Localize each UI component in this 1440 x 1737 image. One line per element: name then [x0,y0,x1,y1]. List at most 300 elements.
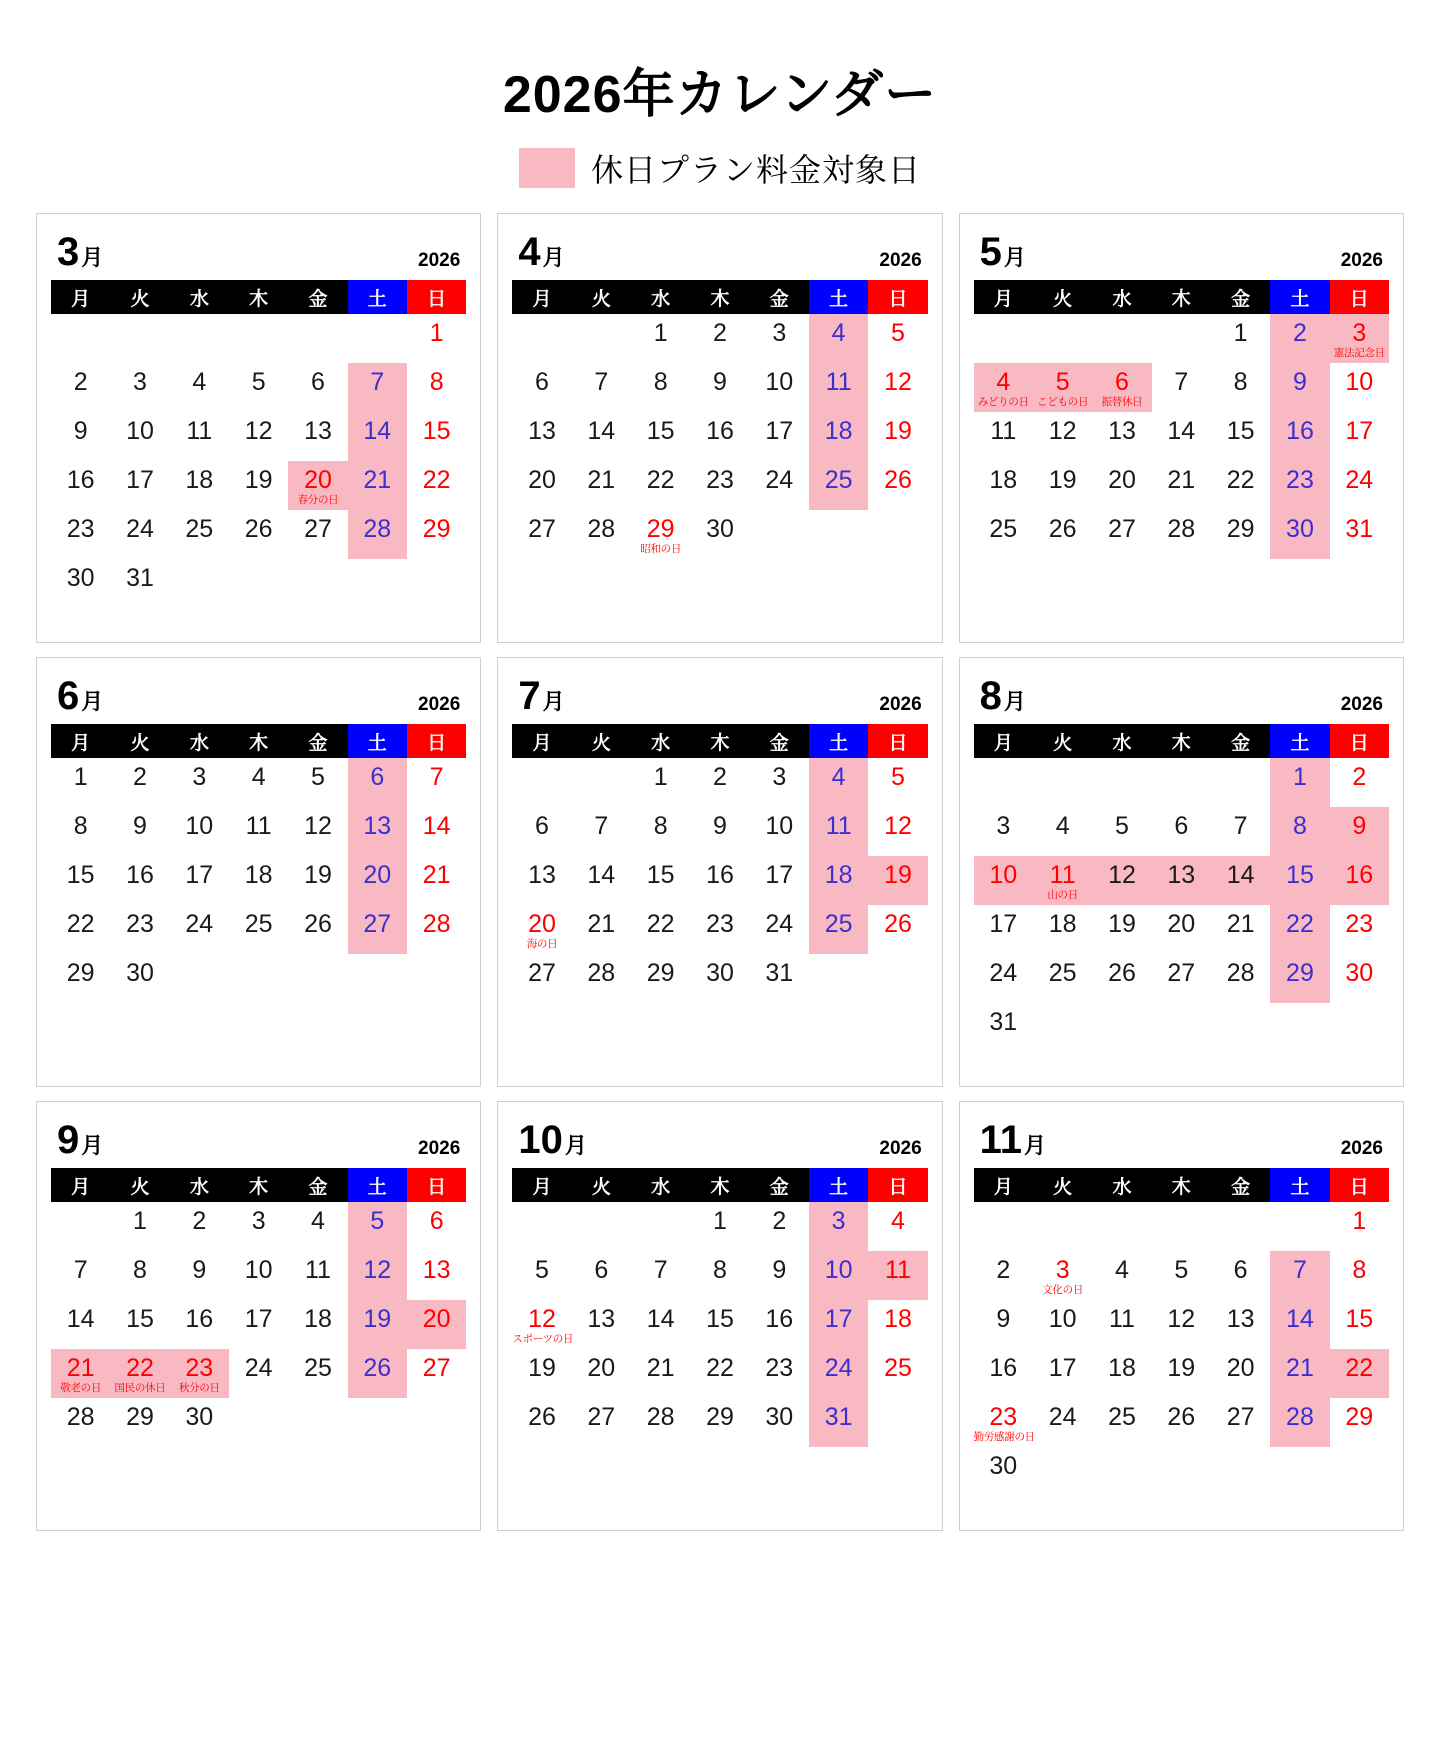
day-cell[interactable] [572,412,631,461]
day-cell[interactable] [512,807,571,856]
day-cell[interactable] [512,1300,574,1349]
day-cell[interactable] [288,1300,347,1349]
day-cell[interactable] [572,363,631,412]
day-cell[interactable] [1092,1349,1151,1398]
day-cell[interactable] [288,1251,347,1300]
day-cell[interactable] [1270,1398,1329,1447]
day-cell[interactable] [631,510,690,559]
day-cell[interactable] [407,412,466,461]
day-cell[interactable] [809,1202,868,1251]
day-cell[interactable] [868,363,927,412]
day-cell[interactable] [868,1202,927,1251]
day-cell[interactable] [572,1398,631,1447]
day-cell[interactable] [170,510,229,559]
day-cell[interactable] [868,807,927,856]
day-cell[interactable] [690,412,749,461]
day-cell[interactable] [974,461,1033,510]
day-cell[interactable] [809,412,868,461]
day-cell[interactable] [1092,905,1151,954]
day-cell-inner [1211,1251,1270,1300]
day-cell[interactable] [1270,1300,1329,1349]
day-cell[interactable] [229,758,288,807]
day-cell[interactable] [1270,412,1329,461]
day-cell[interactable] [407,1251,466,1300]
day-cell[interactable] [690,1202,749,1251]
day-cell[interactable] [110,559,169,608]
day-cell[interactable] [1211,1251,1270,1300]
day-cell[interactable] [1211,1349,1270,1398]
day-cell[interactable] [512,510,571,559]
day-cell[interactable] [1330,1251,1389,1300]
week-row [512,510,927,559]
empty-cell [631,1447,690,1496]
day-number: 3 [1352,319,1367,347]
day-cell[interactable] [750,1300,809,1349]
day-cell[interactable] [868,758,927,807]
day-cell[interactable] [407,1202,466,1251]
day-cell[interactable] [572,510,631,559]
day-cell[interactable] [1092,412,1151,461]
day-cell[interactable] [1033,954,1092,1003]
day-cell[interactable] [110,510,169,559]
day-cell[interactable] [750,363,809,412]
day-cell[interactable] [631,758,690,807]
day-cell[interactable] [407,905,466,954]
day-cell[interactable] [288,758,347,807]
day-cell[interactable] [1152,1398,1211,1447]
day-cell[interactable] [631,807,690,856]
day-cell[interactable] [1330,510,1389,559]
day-cell[interactable] [51,905,110,954]
day-cell[interactable] [1211,314,1270,363]
day-cell[interactable] [110,954,169,1003]
day-number: 29 [66,959,95,987]
day-cell[interactable] [1152,510,1211,559]
day-cell[interactable] [750,1251,809,1300]
day-cell[interactable] [170,758,229,807]
day-cell[interactable] [170,1202,229,1251]
day-cell[interactable] [750,1349,809,1398]
day-cell[interactable] [1152,905,1211,954]
day-cell-inner [229,1202,288,1251]
day-cell[interactable] [631,461,690,510]
legend-color-swatch [519,148,575,188]
day-cell[interactable] [631,1349,690,1398]
month-number: 8 [979,674,1002,718]
day-cell[interactable] [868,1300,927,1349]
day-cell[interactable] [348,1349,407,1398]
day-cell[interactable] [51,412,110,461]
day-cell[interactable] [690,1251,749,1300]
day-cell[interactable] [809,461,868,510]
day-cell[interactable] [1270,1251,1329,1300]
day-cell[interactable] [1033,1349,1092,1398]
day-cell[interactable] [690,1349,749,1398]
day-cell-inner [1270,807,1329,856]
day-cell[interactable] [512,856,571,905]
day-cell[interactable] [1270,1349,1329,1398]
day-cell[interactable] [1211,807,1270,856]
day-cell[interactable] [1033,1300,1092,1349]
day-cell[interactable] [512,461,571,510]
day-cell[interactable] [348,758,407,807]
day-cell[interactable] [288,856,347,905]
day-cell[interactable] [170,1349,229,1398]
day-cell[interactable] [348,856,407,905]
day-cell[interactable] [51,856,110,905]
day-cell[interactable] [1270,807,1329,856]
day-cell[interactable] [809,807,868,856]
day-cell[interactable] [348,905,407,954]
day-cell[interactable] [690,758,749,807]
day-cell[interactable] [1033,905,1092,954]
day-cell[interactable] [750,461,809,510]
day-cell[interactable] [110,412,169,461]
day-cell[interactable] [229,1202,288,1251]
day-cell[interactable] [512,1251,571,1300]
day-cell[interactable] [974,905,1033,954]
day-cell[interactable] [229,1300,288,1349]
day-cell[interactable] [1270,758,1329,807]
day-cell[interactable] [572,954,631,1003]
day-cell[interactable] [690,856,749,905]
day-cell[interactable] [809,363,868,412]
day-cell[interactable] [572,1251,631,1300]
day-cell[interactable] [1330,314,1389,363]
day-cell[interactable] [974,1447,1033,1496]
day-cell[interactable] [690,461,749,510]
day-cell[interactable] [348,1300,407,1349]
day-cell[interactable] [1033,807,1092,856]
day-cell[interactable] [974,1398,1033,1447]
day-cell[interactable] [51,807,110,856]
day-cell[interactable] [750,1398,809,1447]
day-cell[interactable] [170,1251,229,1300]
day-cell[interactable] [974,412,1033,461]
day-cell[interactable] [407,1349,466,1398]
day-number: 10 [765,812,794,840]
day-cell[interactable] [1033,461,1092,510]
day-cell[interactable] [288,363,347,412]
day-cell[interactable] [809,1251,868,1300]
day-cell[interactable] [51,461,110,510]
day-cell[interactable] [1330,758,1389,807]
day-cell[interactable] [631,954,690,1003]
day-cell[interactable] [51,559,110,608]
day-cell[interactable] [1270,461,1329,510]
day-cell[interactable] [229,363,288,412]
day-cell[interactable] [288,412,347,461]
day-cell[interactable] [407,510,466,559]
day-cell[interactable] [690,314,749,363]
day-cell[interactable] [1330,807,1389,856]
day-cell[interactable] [407,314,466,363]
day-cell[interactable] [110,1300,169,1349]
day-number: 15 [66,861,95,889]
day-cell[interactable] [974,1003,1033,1052]
day-cell[interactable] [974,807,1033,856]
day-cell[interactable] [1033,510,1092,559]
day-number: 3 [251,1207,266,1235]
day-cell[interactable] [974,1300,1033,1349]
day-cell[interactable] [690,807,749,856]
day-cell-inner [288,856,347,905]
day-cell[interactable] [1152,856,1211,905]
day-cell[interactable] [51,1251,110,1300]
day-cell[interactable] [1211,1300,1270,1349]
day-cell[interactable] [690,954,749,1003]
day-cell[interactable] [690,1398,749,1447]
day-cell[interactable] [288,1202,347,1251]
day-cell[interactable] [1270,905,1329,954]
day-cell[interactable] [288,461,347,510]
day-cell[interactable] [1211,510,1270,559]
day-cell[interactable] [407,363,466,412]
day-cell[interactable] [1152,1251,1211,1300]
empty-cell [690,1447,749,1496]
day-cell[interactable] [288,905,347,954]
day-cell[interactable] [750,954,809,1003]
day-cell[interactable] [1211,954,1270,1003]
day-cell[interactable] [110,758,169,807]
day-cell[interactable] [750,905,809,954]
day-cell[interactable] [407,807,466,856]
day-cell[interactable] [512,363,571,412]
day-cell[interactable] [1211,363,1270,412]
day-cell[interactable] [1270,856,1329,905]
day-cell[interactable] [809,758,868,807]
day-cell[interactable] [170,412,229,461]
day-cell[interactable] [868,461,927,510]
day-cell[interactable] [1270,314,1329,363]
day-cell[interactable] [809,1398,868,1447]
day-cell[interactable] [512,905,571,954]
day-cell[interactable] [809,905,868,954]
day-cell[interactable] [631,412,690,461]
day-cell[interactable] [631,314,690,363]
day-cell[interactable] [110,905,169,954]
day-cell[interactable] [809,314,868,363]
day-cell[interactable] [631,905,690,954]
day-cell[interactable] [51,363,110,412]
day-cell[interactable] [170,1300,229,1349]
day-cell[interactable] [110,807,169,856]
day-cell[interactable] [110,1251,169,1300]
day-cell[interactable] [170,905,229,954]
day-cell[interactable] [974,1349,1033,1398]
day-cell[interactable] [1092,856,1151,905]
day-cell[interactable] [229,905,288,954]
day-cell[interactable] [348,510,407,559]
day-cell[interactable] [690,905,749,954]
day-cell[interactable] [348,363,407,412]
day-cell[interactable] [170,461,229,510]
day-cell[interactable] [1330,1300,1389,1349]
day-cell[interactable] [1092,1398,1151,1447]
day-cell-inner [51,461,110,510]
day-cell[interactable] [51,758,110,807]
day-cell[interactable] [170,807,229,856]
day-cell[interactable] [51,510,110,559]
day-cell-inner [1211,1300,1270,1349]
day-cell[interactable] [1092,954,1151,1003]
day-cell[interactable] [1330,363,1389,412]
day-cell[interactable] [868,856,927,905]
day-cell[interactable] [1330,905,1389,954]
day-cell[interactable] [1330,856,1389,905]
day-cell[interactable] [1092,807,1151,856]
day-cell[interactable] [407,1300,466,1349]
day-cell[interactable] [110,1202,169,1251]
day-cell[interactable] [288,1349,347,1398]
day-cell[interactable] [974,1251,1033,1300]
day-cell[interactable] [974,510,1033,559]
day-cell[interactable] [1033,363,1092,412]
day-cell[interactable] [572,905,631,954]
day-cell[interactable] [1211,856,1270,905]
day-cell[interactable] [631,363,690,412]
day-cell[interactable] [110,856,169,905]
day-cell[interactable] [1152,461,1211,510]
day-cell[interactable] [1152,954,1211,1003]
day-cell[interactable] [1092,510,1151,559]
day-cell[interactable] [110,461,169,510]
day-cell[interactable] [690,510,749,559]
day-cell[interactable] [1033,1398,1092,1447]
day-cell[interactable] [51,1398,110,1447]
day-cell[interactable] [348,461,407,510]
day-cell-inner [229,412,288,461]
day-cell[interactable] [690,1300,749,1349]
day-cell[interactable] [974,363,1033,412]
day-cell[interactable] [407,461,466,510]
day-number: 3 [772,763,787,791]
day-cell[interactable] [750,1202,809,1251]
day-cell[interactable] [572,856,631,905]
day-cell[interactable] [348,807,407,856]
day-cell-inner [974,1300,1033,1349]
day-number: 12 [528,1305,556,1333]
day-cell[interactable] [868,314,927,363]
day-cell[interactable] [750,412,809,461]
day-cell[interactable] [407,758,466,807]
day-cell[interactable] [1092,1300,1151,1349]
day-cell[interactable] [1330,1398,1389,1447]
day-number: 18 [185,466,214,494]
day-cell[interactable] [229,1349,288,1398]
day-cell[interactable] [348,1251,407,1300]
day-cell[interactable] [572,1349,631,1398]
day-cell[interactable] [1330,1349,1389,1398]
day-cell[interactable] [51,1349,110,1398]
day-cell[interactable] [1152,1349,1211,1398]
day-cell[interactable] [229,461,288,510]
day-cell[interactable] [512,1349,571,1398]
day-cell[interactable] [51,1300,110,1349]
day-cell-inner [1033,1300,1092,1349]
day-cell[interactable] [1033,412,1092,461]
day-cell[interactable] [631,856,690,905]
day-cell[interactable] [631,1300,690,1349]
day-cell[interactable] [1152,807,1211,856]
day-cell[interactable] [1330,954,1389,1003]
day-cell[interactable] [170,1398,229,1447]
day-cell[interactable] [407,856,466,905]
day-cell[interactable] [1270,954,1329,1003]
day-cell[interactable] [974,954,1033,1003]
day-cell[interactable] [1330,1202,1389,1251]
day-cell[interactable] [690,363,749,412]
day-cell[interactable] [229,807,288,856]
day-cell[interactable] [868,905,927,954]
day-cell[interactable] [1211,461,1270,510]
day-cell[interactable] [631,1398,690,1447]
day-cell[interactable] [1092,461,1151,510]
day-cell[interactable] [1152,363,1211,412]
day-cell[interactable] [1211,1398,1270,1447]
day-number: 13 [1226,1305,1255,1333]
day-cell[interactable] [512,1398,571,1447]
day-cell[interactable] [1211,905,1270,954]
day-cell[interactable] [868,1349,927,1398]
day-cell[interactable] [750,314,809,363]
day-cell[interactable] [809,1349,868,1398]
day-cell[interactable] [1033,1251,1092,1300]
day-cell[interactable] [229,856,288,905]
day-cell[interactable] [348,412,407,461]
day-cell[interactable] [288,807,347,856]
day-cell[interactable] [868,412,927,461]
day-cell[interactable] [750,856,809,905]
day-cell[interactable] [110,363,169,412]
day-cell[interactable] [51,954,110,1003]
day-cell[interactable] [170,856,229,905]
day-cell[interactable] [1092,363,1151,412]
day-cell[interactable] [631,1251,690,1300]
day-cell[interactable] [170,363,229,412]
day-cell[interactable] [1152,412,1211,461]
month-suffix: 月 [81,245,104,270]
day-cell[interactable] [572,461,631,510]
day-cell[interactable] [229,510,288,559]
day-cell[interactable] [1330,412,1389,461]
day-cell[interactable] [1152,1300,1211,1349]
day-cell[interactable] [512,412,571,461]
day-cell[interactable] [750,758,809,807]
day-cell[interactable] [750,807,809,856]
day-cell[interactable] [572,807,631,856]
day-cell[interactable] [1330,461,1389,510]
day-number: 22 [422,466,451,494]
day-cell[interactable] [512,954,571,1003]
day-cell[interactable] [572,1300,631,1349]
day-cell[interactable] [348,1202,407,1251]
day-cell[interactable] [974,856,1033,905]
day-cell[interactable] [809,856,868,905]
day-cell[interactable] [1270,510,1329,559]
day-cell[interactable] [1211,412,1270,461]
day-cell[interactable] [1270,363,1329,412]
day-cell[interactable] [229,1251,288,1300]
day-cell[interactable] [1033,856,1092,905]
day-cell[interactable] [809,1300,868,1349]
day-cell[interactable] [288,510,347,559]
day-cell[interactable] [110,1349,169,1398]
day-cell[interactable] [110,1398,169,1447]
day-cell[interactable] [229,412,288,461]
day-cell[interactable] [868,1251,927,1300]
day-cell[interactable] [1092,1251,1151,1300]
